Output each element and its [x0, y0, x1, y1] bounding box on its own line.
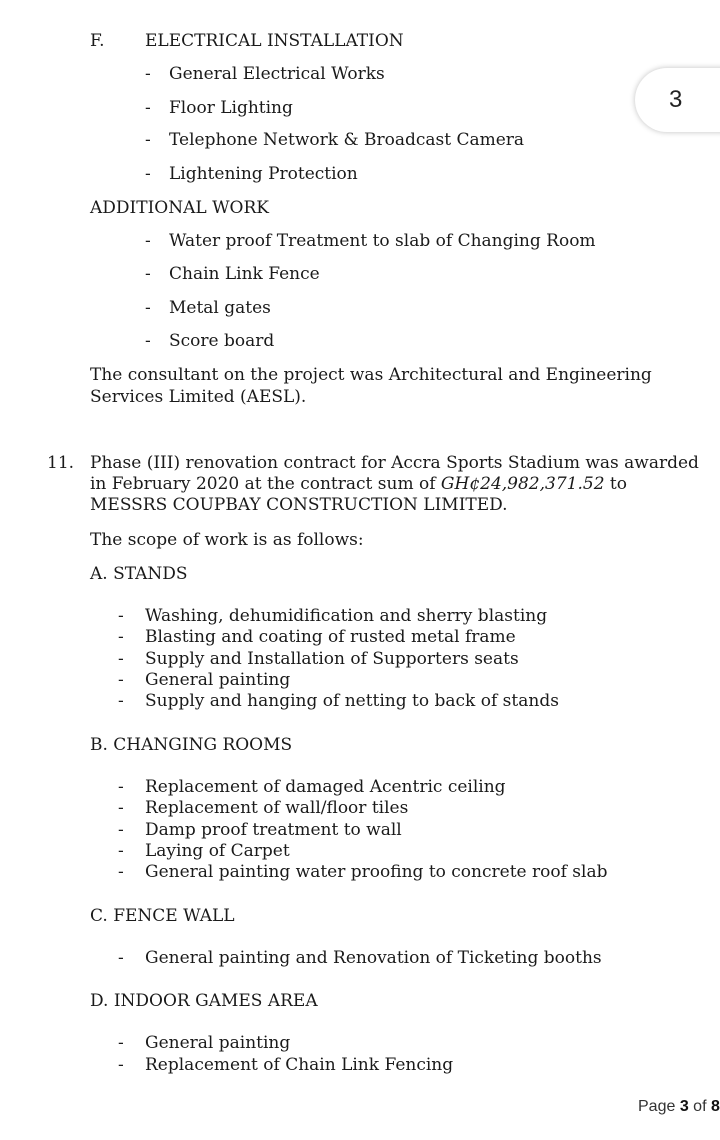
indoor-games-heading: D. INDOOR GAMES AREA	[90, 991, 318, 1011]
bullet-dash: -	[118, 691, 124, 711]
page-number-badge-label: 3	[669, 86, 683, 113]
footer-total-pages: 8	[710, 1098, 720, 1115]
bullet-dash: -	[118, 627, 124, 647]
list-item: Water proof Treatment to slab of Changing Room	[169, 231, 596, 251]
list-item: Metal gates	[169, 298, 271, 318]
changing-rooms-heading: B. CHANGING ROOMS	[90, 735, 293, 755]
footer-prefix: Page	[638, 1098, 680, 1115]
item-11-number: 11.	[47, 453, 75, 473]
item-11-line-2-post: to	[604, 474, 627, 494]
list-item: Washing, dehumidification and sherry blasting	[145, 606, 548, 626]
page-number-badge	[635, 68, 720, 132]
list-item: Replacement of wall/floor tiles	[145, 798, 409, 818]
list-item: Chain Link Fence	[169, 264, 320, 284]
page-footer	[638, 1098, 720, 1116]
bullet-dash: -	[118, 777, 124, 797]
bullet-dash: -	[145, 298, 151, 318]
bullet-dash: -	[118, 862, 124, 882]
item-11-line-1: Phase (III) renovation contract for Accra Sports Stadium was awarded	[90, 453, 699, 473]
bullet-dash: -	[145, 164, 151, 184]
list-item: Lightening Protection	[169, 164, 358, 184]
list-item: Replacement of Chain Link Fencing	[145, 1055, 454, 1075]
footer-current-page: 3	[679, 1098, 689, 1115]
list-item: Floor Lighting	[169, 98, 293, 118]
section-f-heading: ELECTRICAL INSTALLATION	[145, 31, 404, 51]
list-item: General painting	[145, 670, 291, 690]
additional-work-heading: ADDITIONAL WORK	[90, 198, 269, 218]
list-item: General Electrical Works	[169, 64, 385, 84]
consultant-line-1: The consultant on the project was Architectural and Engineering	[90, 365, 652, 385]
list-item: Damp proof treatment to wall	[145, 820, 402, 840]
list-item: Blasting and coating of rusted metal frame	[145, 627, 516, 647]
list-item: General painting water proofing to concrete roof slab	[145, 862, 608, 882]
bullet-dash: -	[118, 948, 124, 968]
bullet-dash: -	[118, 1033, 124, 1053]
list-item: Score board	[169, 331, 275, 351]
bullet-dash: -	[118, 649, 124, 669]
consultant-line-2: Services Limited (AESL).	[90, 387, 307, 407]
list-item: Telephone Network & Broadcast Camera	[169, 130, 525, 150]
bullet-dash: -	[145, 264, 151, 284]
bullet-dash: -	[118, 1055, 124, 1075]
bullet-dash: -	[118, 670, 124, 690]
bullet-dash: -	[145, 331, 151, 351]
scope-intro: The scope of work is as follows:	[90, 530, 364, 550]
list-item: Replacement of damaged Acentric ceiling	[145, 777, 506, 797]
contract-sum: GH¢24,982,371.52	[440, 474, 605, 494]
list-item: Laying of Carpet	[145, 841, 290, 861]
bullet-dash: -	[118, 841, 124, 861]
item-11-line-2	[90, 474, 627, 495]
fence-wall-heading: C. FENCE WALL	[90, 906, 235, 926]
list-item: Supply and hanging of netting to back of stands	[145, 691, 559, 711]
bullet-dash: -	[118, 820, 124, 840]
list-item: General painting and Renovation of Ticketing booths	[145, 948, 602, 968]
list-item: General painting	[145, 1033, 291, 1053]
stands-heading: A. STANDS	[90, 564, 188, 584]
item-11-line-3: MESSRS COUPBAY CONSTRUCTION LIMITED.	[90, 495, 508, 515]
footer-middle: of	[688, 1098, 711, 1115]
list-item: Supply and Installation of Supporters seats	[145, 649, 519, 669]
bullet-dash: -	[145, 130, 151, 150]
bullet-dash: -	[145, 64, 151, 84]
section-f-letter: F.	[90, 31, 105, 51]
bullet-dash: -	[118, 606, 124, 626]
bullet-dash: -	[145, 98, 151, 118]
bullet-dash: -	[145, 231, 151, 251]
bullet-dash: -	[118, 798, 124, 818]
item-11-line-2-pre: in February 2020 at the contract sum of	[90, 474, 441, 494]
